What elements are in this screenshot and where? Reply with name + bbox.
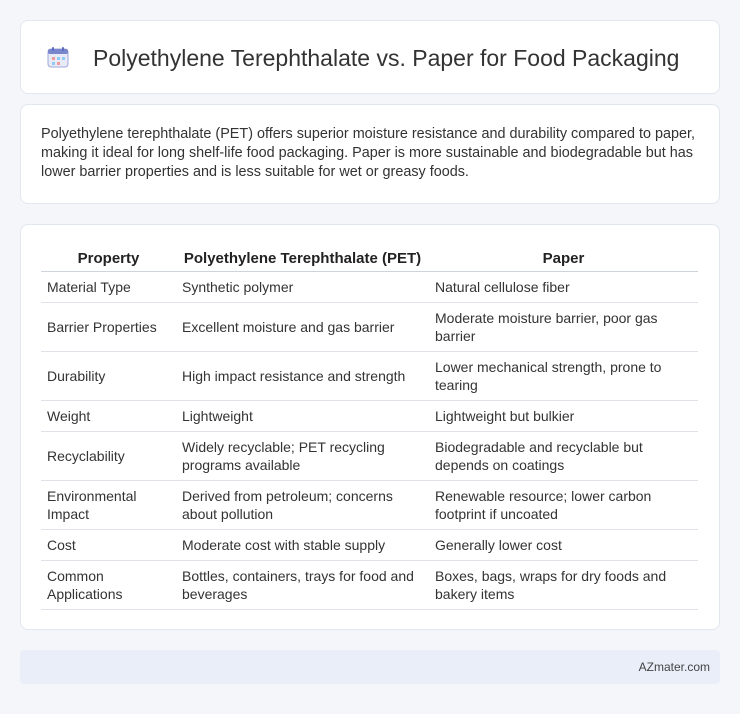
header-card xyxy=(20,20,720,94)
cell-paper: Generally lower cost xyxy=(429,529,698,560)
calendar-icon xyxy=(47,46,69,68)
cell-pet: Bottles, containers, trays for food and beverages xyxy=(176,560,429,609)
table-row xyxy=(41,302,698,351)
cell-property: Environmental Impact xyxy=(41,480,176,529)
cell-pet: Derived from petroleum; concerns about pollution xyxy=(176,480,429,529)
table-row xyxy=(41,400,698,431)
header-property: Property xyxy=(41,247,176,271)
cell-paper: Boxes, bags, wraps for dry foods and bakery items xyxy=(429,560,698,609)
footer-site-link[interactable]: AZmater.com xyxy=(638,660,710,674)
cell-pet: Synthetic polymer xyxy=(176,271,429,302)
table-row xyxy=(41,480,698,529)
cell-pet: Widely recyclable; PET recycling programs available xyxy=(176,431,429,480)
cell-paper: Biodegradable and recyclable but depends on coatings xyxy=(429,431,698,480)
footer xyxy=(20,650,720,684)
cell-property: Cost xyxy=(41,529,176,560)
cell-pet: Lightweight xyxy=(176,400,429,431)
cell-pet: High impact resistance and strength xyxy=(176,351,429,400)
cell-property: Material Type xyxy=(41,271,176,302)
summary-card xyxy=(20,104,720,204)
cell-property: Barrier Properties xyxy=(41,302,176,351)
table-row xyxy=(41,529,698,560)
table-card xyxy=(20,224,720,630)
table-header-row xyxy=(41,247,698,271)
cell-paper: Moderate moisture barrier, poor gas barrier xyxy=(429,302,698,351)
cell-property: Common Applications xyxy=(41,560,176,609)
header-pet: Polyethylene Terephthalate (PET) xyxy=(176,247,429,271)
cell-paper: Natural cellulose fiber xyxy=(429,271,698,302)
table-row xyxy=(41,431,698,480)
cell-paper: Lower mechanical strength, prone to tearing xyxy=(429,351,698,400)
cell-paper: Renewable resource; lower carbon footprint if uncoated xyxy=(429,480,698,529)
summary-text: Polyethylene terephthalate (PET) offers superior moisture resistance and durability compared to paper, making it ideal for long shelf-life food packaging. Paper is more sustainable and biodegradable but has lower barrier properties and is less suitable for wet or greasy foods. xyxy=(41,126,696,180)
cell-paper: Lightweight but bulkier xyxy=(429,400,698,431)
table-row xyxy=(41,351,698,400)
cell-property: Recyclability xyxy=(41,431,176,480)
header-paper: Paper xyxy=(429,247,698,271)
cell-property: Weight xyxy=(41,400,176,431)
page-title: Polyethylene Terephthalate vs. Paper for Food Packaging xyxy=(93,45,680,71)
comparison-table xyxy=(41,247,698,610)
cell-property: Durability xyxy=(41,351,176,400)
table-row xyxy=(41,560,698,609)
cell-pet: Excellent moisture and gas barrier xyxy=(176,302,429,351)
table-row xyxy=(41,271,698,302)
cell-pet: Moderate cost with stable supply xyxy=(176,529,429,560)
